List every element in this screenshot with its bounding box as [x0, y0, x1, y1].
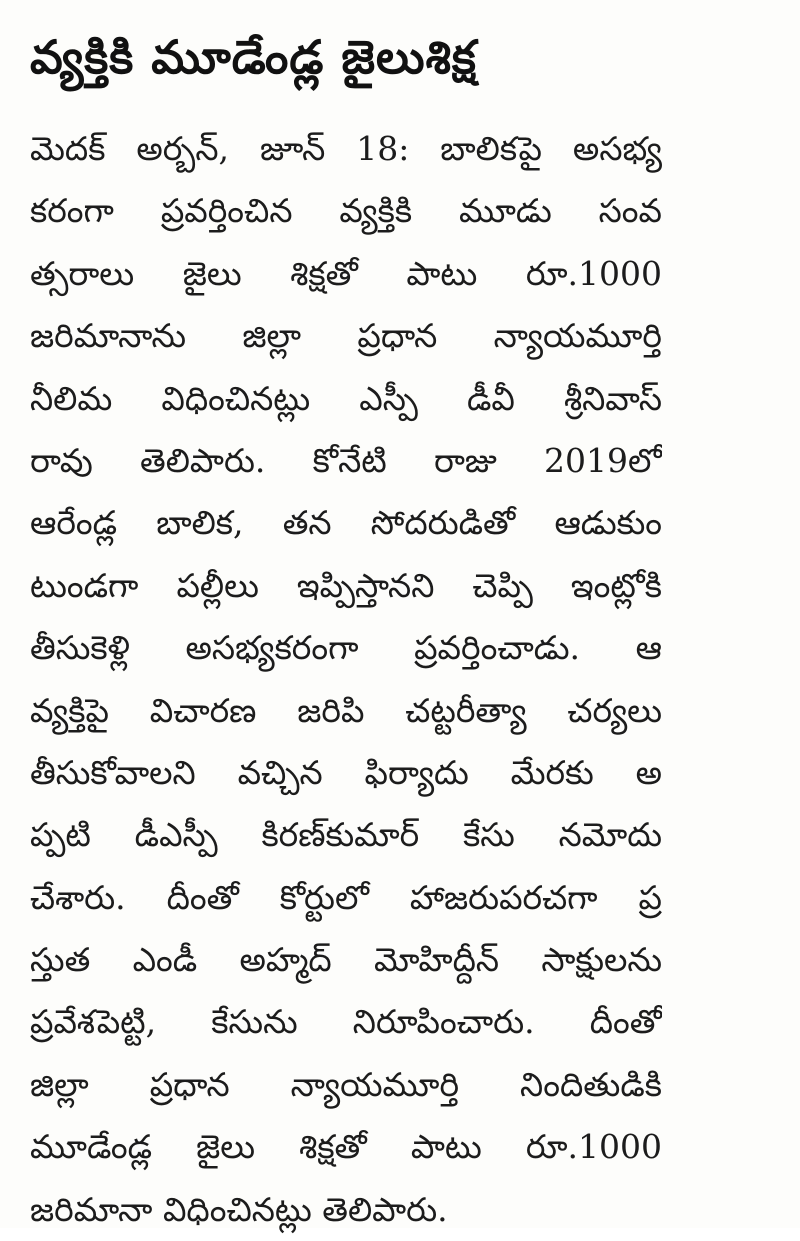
article-body [30, 118, 662, 1241]
article-line: కరంగా ప్రవర్తించిన వ్యక్తికి మూడు సంవ [30, 191, 662, 231]
article-line: స్తుత ఎండీ అహ్మద్ మోహిద్దీన్ సాక్షులను [30, 940, 662, 980]
article-line: వ్యక్తిపై విచారణ జరిపి చట్టరీత్యా చర్యలు [30, 690, 662, 730]
article-line: తీసుకెళ్లి అసభ్యకరంగా ప్రవర్తించాడు. ఆ [30, 628, 662, 668]
article-line: మెదక్ అర్బన్, జూన్ 18: బాలికపై అసభ్య [30, 129, 662, 168]
article-line: ప్పటి డీఎస్పీ కిరణ్‌కుమార్ కేసు నమోదు [30, 815, 662, 855]
article-line: జరిమానా విధించినట్లు తెలిపారు. [30, 1189, 448, 1229]
article-line: నీలిమ విధించినట్లు ఎస్పీ డీవీ శ్రీనివాస్ [30, 378, 662, 418]
article-line: త్సరాలు జైలు శిక్షతో పాటు రూ.1000 [30, 253, 662, 293]
article-line: ప్రవేశపెట్టి, కేసును నిరూపించారు. దీంతో [30, 1002, 662, 1042]
article-line: జిల్లా ప్రధాన న్యాయమూర్తి నిందితుడికి [30, 1064, 662, 1104]
headline: వ్యక్తికి మూడేండ్ల జైలుశిక్ష [30, 30, 477, 84]
article-line: ఆరేండ్ల బాలిక, తన సోదరుడితో ఆడుకుం [30, 503, 662, 543]
article-line: తీసుకోవాలని వచ్చిన ఫిర్యాదు మేరకు అ [30, 752, 662, 792]
article-line: చేశారు. దీంతో కోర్టులో హాజరుపరచగా ప్ర [30, 877, 662, 917]
article-line: మూడేండ్ల జైలు శిక్షతో పాటు రూ.1000 [30, 1127, 662, 1167]
article-line: జరిమానాను జిల్లా ప్రధాన న్యాయమూర్తి [30, 316, 662, 356]
article-line: రావు తెలిపారు. కోనేటి రాజు 2019లో [30, 440, 662, 480]
article-line: టుండగా పల్లీలు ఇప్పిస్తానని చెప్పి ఇంట్లోకి [30, 565, 662, 605]
